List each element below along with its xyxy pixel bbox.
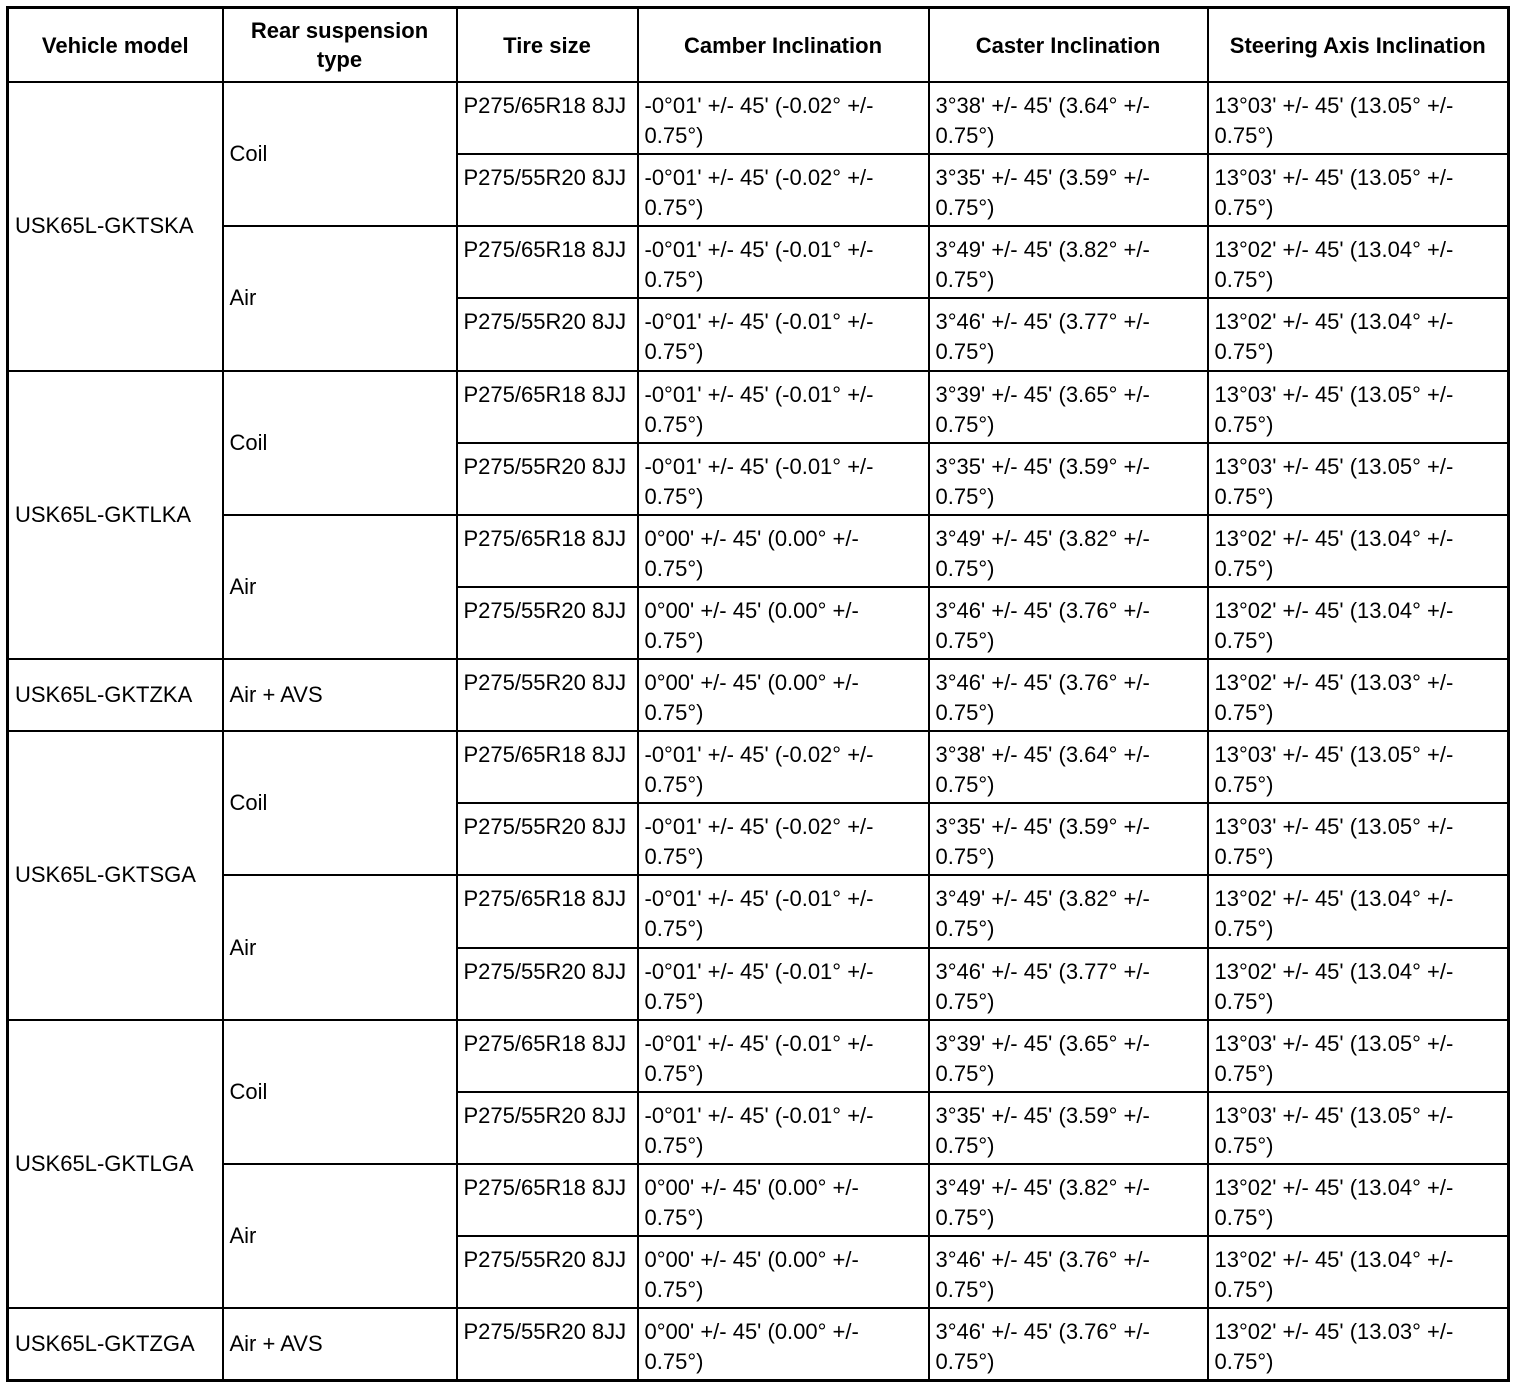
tire-size-cell: P275/55R20 8JJ — [457, 154, 638, 226]
tire-size-cell: P275/65R18 8JJ — [457, 1164, 638, 1236]
caster-cell: 3°46' +/- 45' (3.76° +/- 0.75°) — [929, 659, 1208, 731]
caster-cell: 3°35' +/- 45' (3.59° +/- 0.75°) — [929, 803, 1208, 875]
tire-size-cell: P275/65R18 8JJ — [457, 226, 638, 298]
caster-cell: 3°38' +/- 45' (3.64° +/- 0.75°) — [929, 82, 1208, 154]
suspension-type-cell: Coil — [223, 82, 457, 226]
steering-axis-cell: 13°03' +/- 45' (13.05° +/- 0.75°) — [1208, 1092, 1509, 1164]
suspension-type-cell: Air + AVS — [223, 1308, 457, 1380]
suspension-type-cell: Air — [223, 515, 457, 659]
tire-size-cell: P275/55R20 8JJ — [457, 587, 638, 659]
camber-cell: 0°00' +/- 45' (0.00° +/- 0.75°) — [638, 515, 929, 587]
caster-cell: 3°49' +/- 45' (3.82° +/- 0.75°) — [929, 875, 1208, 947]
tire-size-cell: P275/65R18 8JJ — [457, 1020, 638, 1092]
tire-size-cell: P275/65R18 8JJ — [457, 371, 638, 443]
table-row — [8, 371, 1509, 443]
steering-axis-cell: 13°02' +/- 45' (13.04° +/- 0.75°) — [1208, 1164, 1509, 1236]
caster-cell: 3°38' +/- 45' (3.64° +/- 0.75°) — [929, 731, 1208, 803]
tire-size-cell: P275/65R18 8JJ — [457, 515, 638, 587]
camber-cell: 0°00' +/- 45' (0.00° +/- 0.75°) — [638, 1308, 929, 1380]
caster-cell: 3°39' +/- 45' (3.65° +/- 0.75°) — [929, 371, 1208, 443]
steering-axis-cell: 13°03' +/- 45' (13.05° +/- 0.75°) — [1208, 154, 1509, 226]
camber-cell: -0°01' +/- 45' (-0.02° +/- 0.75°) — [638, 82, 929, 154]
tire-size-cell: P275/55R20 8JJ — [457, 1092, 638, 1164]
steering-axis-cell: 13°02' +/- 45' (13.04° +/- 0.75°) — [1208, 587, 1509, 659]
suspension-type-cell: Air — [223, 226, 457, 370]
tire-size-cell: P275/65R18 8JJ — [457, 82, 638, 154]
table-row — [8, 1164, 1509, 1236]
camber-cell: -0°01' +/- 45' (-0.01° +/- 0.75°) — [638, 1020, 929, 1092]
tire-size-cell: P275/55R20 8JJ — [457, 1308, 638, 1380]
table-body — [8, 82, 1509, 1381]
suspension-type-cell: Coil — [223, 731, 457, 875]
suspension-type-cell: Air — [223, 875, 457, 1019]
suspension-type-cell: Air + AVS — [223, 659, 457, 731]
steering-axis-cell: 13°03' +/- 45' (13.05° +/- 0.75°) — [1208, 82, 1509, 154]
steering-axis-cell: 13°02' +/- 45' (13.04° +/- 0.75°) — [1208, 515, 1509, 587]
steering-axis-cell: 13°02' +/- 45' (13.04° +/- 0.75°) — [1208, 875, 1509, 947]
caster-cell: 3°49' +/- 45' (3.82° +/- 0.75°) — [929, 515, 1208, 587]
steering-axis-cell: 13°03' +/- 45' (13.05° +/- 0.75°) — [1208, 1020, 1509, 1092]
tire-size-cell: P275/65R18 8JJ — [457, 731, 638, 803]
alignment-spec-table — [6, 6, 1510, 1382]
caster-cell: 3°49' +/- 45' (3.82° +/- 0.75°) — [929, 226, 1208, 298]
header-steering-axis-inclination: Steering Axis Inclination — [1208, 8, 1509, 83]
camber-cell: -0°01' +/- 45' (-0.02° +/- 0.75°) — [638, 154, 929, 226]
table-row — [8, 731, 1509, 803]
vehicle-model-cell: USK65L-GKTZKA — [8, 659, 223, 731]
tire-size-cell: P275/55R20 8JJ — [457, 1236, 638, 1308]
table-row — [8, 226, 1509, 298]
caster-cell: 3°49' +/- 45' (3.82° +/- 0.75°) — [929, 1164, 1208, 1236]
camber-cell: -0°01' +/- 45' (-0.01° +/- 0.75°) — [638, 226, 929, 298]
steering-axis-cell: 13°02' +/- 45' (13.04° +/- 0.75°) — [1208, 1236, 1509, 1308]
camber-cell: -0°01' +/- 45' (-0.02° +/- 0.75°) — [638, 803, 929, 875]
table-row — [8, 1308, 1509, 1380]
header-tire-size: Tire size — [457, 8, 638, 83]
camber-cell: -0°01' +/- 45' (-0.01° +/- 0.75°) — [638, 298, 929, 370]
vehicle-model-cell: USK65L-GKTSGA — [8, 731, 223, 1020]
steering-axis-cell: 13°02' +/- 45' (13.04° +/- 0.75°) — [1208, 226, 1509, 298]
header-vehicle-model: Vehicle model — [8, 8, 223, 83]
caster-cell: 3°35' +/- 45' (3.59° +/- 0.75°) — [929, 443, 1208, 515]
tire-size-cell: P275/55R20 8JJ — [457, 948, 638, 1020]
vehicle-model-cell: USK65L-GKTZGA — [8, 1308, 223, 1380]
camber-cell: 0°00' +/- 45' (0.00° +/- 0.75°) — [638, 1164, 929, 1236]
steering-axis-cell: 13°02' +/- 45' (13.04° +/- 0.75°) — [1208, 948, 1509, 1020]
table-row — [8, 1020, 1509, 1092]
caster-cell: 3°46' +/- 45' (3.76° +/- 0.75°) — [929, 1308, 1208, 1380]
table-row — [8, 515, 1509, 587]
header-camber-inclination: Camber Inclination — [638, 8, 929, 83]
caster-cell: 3°35' +/- 45' (3.59° +/- 0.75°) — [929, 1092, 1208, 1164]
suspension-type-cell: Coil — [223, 371, 457, 515]
caster-cell: 3°35' +/- 45' (3.59° +/- 0.75°) — [929, 154, 1208, 226]
vehicle-model-cell: USK65L-GKTSKA — [8, 82, 223, 371]
camber-cell: 0°00' +/- 45' (0.00° +/- 0.75°) — [638, 587, 929, 659]
header-row — [8, 8, 1509, 83]
caster-cell: 3°46' +/- 45' (3.77° +/- 0.75°) — [929, 948, 1208, 1020]
camber-cell: 0°00' +/- 45' (0.00° +/- 0.75°) — [638, 1236, 929, 1308]
suspension-type-cell: Air — [223, 1164, 457, 1308]
tire-size-cell: P275/65R18 8JJ — [457, 875, 638, 947]
tire-size-cell: P275/55R20 8JJ — [457, 803, 638, 875]
caster-cell: 3°46' +/- 45' (3.77° +/- 0.75°) — [929, 298, 1208, 370]
table-row — [8, 875, 1509, 947]
header-rear-suspension-type: Rear suspension type — [223, 8, 457, 83]
camber-cell: -0°01' +/- 45' (-0.02° +/- 0.75°) — [638, 731, 929, 803]
steering-axis-cell: 13°02' +/- 45' (13.03° +/- 0.75°) — [1208, 1308, 1509, 1380]
steering-axis-cell: 13°03' +/- 45' (13.05° +/- 0.75°) — [1208, 443, 1509, 515]
caster-cell: 3°46' +/- 45' (3.76° +/- 0.75°) — [929, 1236, 1208, 1308]
header-caster-inclination: Caster Inclination — [929, 8, 1208, 83]
table-row — [8, 82, 1509, 154]
vehicle-model-cell: USK65L-GKTLGA — [8, 1020, 223, 1309]
steering-axis-cell: 13°02' +/- 45' (13.03° +/- 0.75°) — [1208, 659, 1509, 731]
camber-cell: -0°01' +/- 45' (-0.01° +/- 0.75°) — [638, 875, 929, 947]
camber-cell: 0°00' +/- 45' (0.00° +/- 0.75°) — [638, 659, 929, 731]
steering-axis-cell: 13°03' +/- 45' (13.05° +/- 0.75°) — [1208, 803, 1509, 875]
steering-axis-cell: 13°03' +/- 45' (13.05° +/- 0.75°) — [1208, 371, 1509, 443]
caster-cell: 3°39' +/- 45' (3.65° +/- 0.75°) — [929, 1020, 1208, 1092]
tire-size-cell: P275/55R20 8JJ — [457, 443, 638, 515]
tire-size-cell: P275/55R20 8JJ — [457, 659, 638, 731]
table-header — [8, 8, 1509, 83]
table-row — [8, 659, 1509, 731]
camber-cell: -0°01' +/- 45' (-0.01° +/- 0.75°) — [638, 371, 929, 443]
tire-size-cell: P275/55R20 8JJ — [457, 298, 638, 370]
caster-cell: 3°46' +/- 45' (3.76° +/- 0.75°) — [929, 587, 1208, 659]
steering-axis-cell: 13°03' +/- 45' (13.05° +/- 0.75°) — [1208, 731, 1509, 803]
camber-cell: -0°01' +/- 45' (-0.01° +/- 0.75°) — [638, 1092, 929, 1164]
vehicle-model-cell: USK65L-GKTLKA — [8, 371, 223, 660]
suspension-type-cell: Coil — [223, 1020, 457, 1164]
camber-cell: -0°01' +/- 45' (-0.01° +/- 0.75°) — [638, 948, 929, 1020]
camber-cell: -0°01' +/- 45' (-0.01° +/- 0.75°) — [638, 443, 929, 515]
steering-axis-cell: 13°02' +/- 45' (13.04° +/- 0.75°) — [1208, 298, 1509, 370]
